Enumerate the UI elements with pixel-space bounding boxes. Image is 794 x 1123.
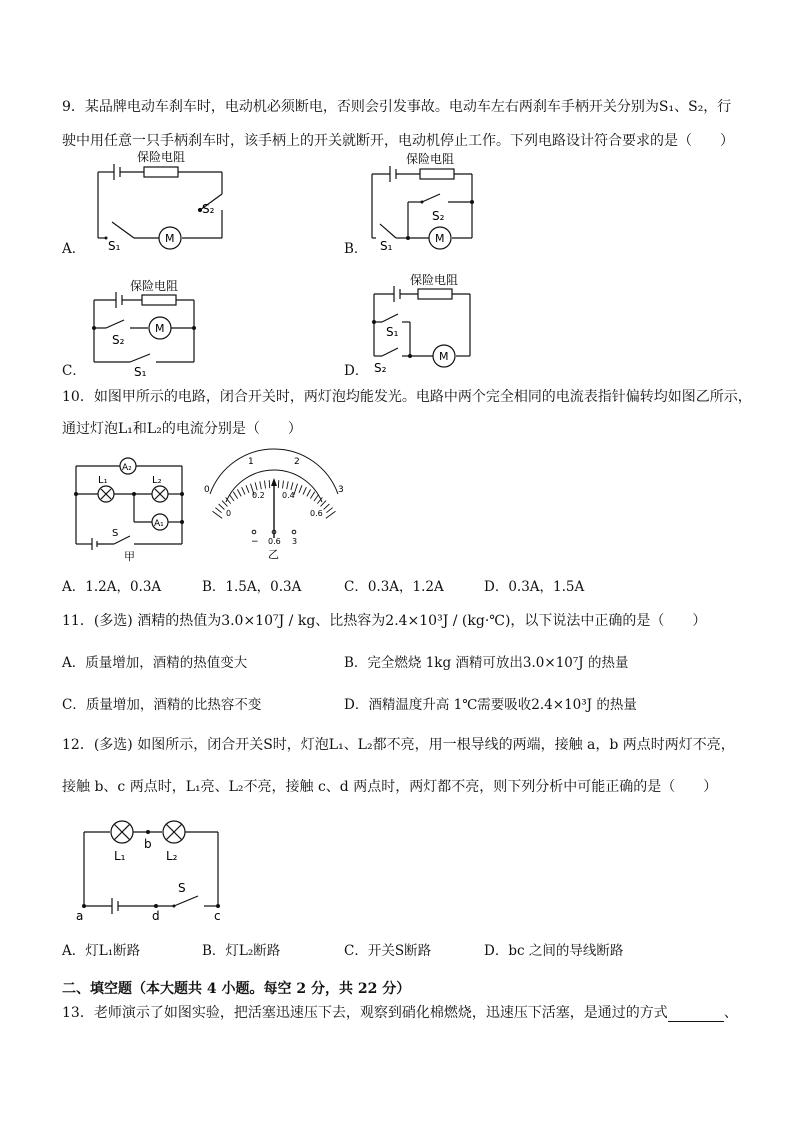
q10-a2-label: A₂ — [122, 463, 132, 473]
dial-tick — [237, 489, 241, 496]
q9-option-a-label: A． — [62, 241, 86, 257]
terminal-06: 0.6 — [268, 537, 281, 546]
dial-tick — [269, 480, 270, 488]
q10-line-2: 通过灯泡L₁和L₂的电流分别是（ ） — [62, 421, 302, 437]
terminal-3: 3 — [292, 537, 298, 546]
q10-fig-yi-caption: 乙 — [268, 548, 279, 561]
q9a-resistor-label: 保险电阻 — [137, 150, 186, 164]
q10-ammeter-yi — [198, 452, 348, 562]
q9d-s1-label: S₁ — [386, 325, 399, 339]
q11-line-1: 11．(多选) 酒精的热值为3.0×10⁷J / kg、比热容为2.4×10³J / (kg·℃)，以下说法中正确的是（ ） — [62, 613, 707, 629]
dial-tick — [278, 480, 279, 488]
q9d-resistor-label: 保险电阻 — [410, 273, 459, 287]
q10-line-1: 10．如图甲所示的电路，闭合开关时，两灯泡均能发光。电路中两个完全相同的电流表指针偏转均如图乙所示， — [62, 389, 752, 405]
q9-option-b-label: B． — [344, 241, 368, 257]
q9b-s1-label: S₁ — [380, 239, 393, 253]
q10-option-d: D．0.3A，1.5A — [484, 579, 585, 595]
dial-tick — [324, 504, 330, 510]
section-2-heading: 二、填空题（本大题共 4 小题。每空 2 分，共 22 分） — [62, 981, 411, 997]
scale-top-2: 2 — [294, 457, 300, 467]
scale-bottom-0: 0 — [226, 509, 232, 518]
q12-label-d: d — [152, 909, 160, 923]
q13-line-1 — [62, 1004, 738, 1022]
q12-label-s: S — [178, 881, 186, 895]
q13-answer-blank[interactable] — [668, 1007, 724, 1022]
dial-tick — [246, 485, 249, 493]
q11-option-c: C．质量增加，酒精的比热容不变 — [62, 697, 262, 713]
q10-a1-label: A₁ — [154, 519, 164, 529]
q12-label-l2: L₂ — [166, 849, 178, 863]
dial-tick — [260, 481, 262, 489]
q10-l1-label: L₁ — [98, 475, 108, 486]
q9-line-1: 9．某品牌电动车刹车时，电动机必须断电，否则会引发事故。电动车左右两刹车手柄开关分别为S₁、S₂，行 — [62, 99, 732, 115]
q10-option-b: B．1.5A，0.3A — [202, 579, 302, 595]
q11-option-b: B．完全燃烧 1kg 酒精可放出3.0×10⁷J 的热量 — [344, 655, 629, 671]
dial-tick — [255, 482, 257, 490]
q12-label-l1: L₁ — [114, 849, 126, 863]
q9-circuit-d — [372, 274, 492, 374]
q12-circuit — [74, 820, 244, 925]
q12-option-c: C．开关S断路 — [344, 943, 432, 959]
q9-line-2: 驶中用任意一只手柄刹车时，该手柄上的开关就断开，电动机停止工作。下列电路设计符合要求的是（ ） — [62, 133, 734, 149]
q13-tail: 、 — [723, 1005, 738, 1021]
scale-bottom-1: 0.2 — [252, 491, 265, 500]
scale-top-3: 3 — [338, 485, 344, 495]
dial-tick — [291, 482, 293, 490]
scale-top-0: 0 — [204, 485, 210, 495]
dial-tick — [314, 495, 319, 502]
q9c-motor-label: M — [155, 322, 165, 335]
q9-option-c-label: C． — [62, 363, 86, 379]
dial-tick — [265, 481, 266, 489]
q12-option-b: B．灯L₂断路 — [202, 943, 281, 959]
q12-label-a: a — [76, 909, 84, 923]
q9a-motor-label: M — [165, 232, 175, 245]
dial-tick — [307, 489, 311, 496]
dial-tick — [283, 481, 284, 489]
dial-tick — [233, 492, 237, 499]
q11-option-a: A．质量增加，酒精的热值变大 — [62, 655, 248, 671]
q10-option-a: A．1.2A，0.3A — [62, 579, 162, 595]
q10-option-c: C．0.3A，1.2A — [344, 579, 444, 595]
q9b-s2-label: S₂ — [432, 209, 445, 223]
q9b-resistor-label: 保险电阻 — [406, 152, 455, 166]
terminal-neg: − — [251, 537, 259, 547]
q9-option-d-label: D． — [344, 363, 369, 379]
q10-l2-label: L₂ — [152, 475, 162, 486]
q13-text: 13．老师演示了如图实验，把活塞迅速压下去，观察到硝化棉燃烧，迅速压下活塞，是通过的方式 — [62, 1005, 668, 1021]
q12-line-2: 接触 b、c 两点时，L₁亮、L₂不亮，接触 c、d 两点时，两灯都不亮，则下列分析中可能正确的是（ ） — [62, 779, 718, 795]
dial-tick — [287, 481, 289, 489]
dial-tick — [215, 508, 221, 513]
q10-s-label: S — [112, 528, 119, 539]
q9-circuit-a — [90, 150, 240, 253]
q9a-s1-label: S₁ — [108, 239, 121, 253]
q9c-s2-label: S₂ — [112, 333, 125, 347]
q12-label-b: b — [144, 837, 152, 851]
dial-tick — [299, 485, 302, 493]
q9d-motor-label: M — [439, 350, 449, 363]
dial-tick — [229, 495, 234, 502]
q9c-resistor-label: 保险电阻 — [130, 279, 179, 293]
q10-fig-jia-caption: 甲 — [124, 550, 135, 563]
scale-bottom-2: 0.4 — [282, 491, 295, 500]
q12-label-c: c — [214, 909, 221, 923]
dial-tick — [219, 504, 225, 510]
q9d-s2-label: S₂ — [374, 361, 387, 375]
q12-option-d: D．bc 之间的导线断路 — [484, 943, 624, 959]
dial-tick — [242, 487, 245, 494]
q12-option-a: A．灯L₁断路 — [62, 943, 141, 959]
q9-circuit-c — [90, 278, 230, 378]
q9b-motor-label: M — [435, 232, 445, 245]
dial-tick — [310, 492, 314, 499]
dial-tick — [303, 487, 306, 494]
q11-option-d: D．酒精温度升高 1℃需要吸收2.4×10³J 的热量 — [344, 697, 637, 713]
q9c-s1-label: S₁ — [134, 365, 147, 379]
dial-tick — [326, 508, 332, 513]
q10-circuit-jia — [72, 458, 202, 563]
scale-bottom-3: 0.6 — [310, 509, 323, 518]
q9a-s2-label: S₂ — [202, 202, 215, 216]
q12-line-1: 12．(多选) 如图所示，闭合开关S时，灯泡L₁、L₂都不亮，用一根导线的两端，接触 a，b 两点时两灯不亮， — [62, 737, 735, 753]
q9-circuit-b — [368, 150, 508, 253]
scale-top-1: 1 — [248, 457, 254, 467]
